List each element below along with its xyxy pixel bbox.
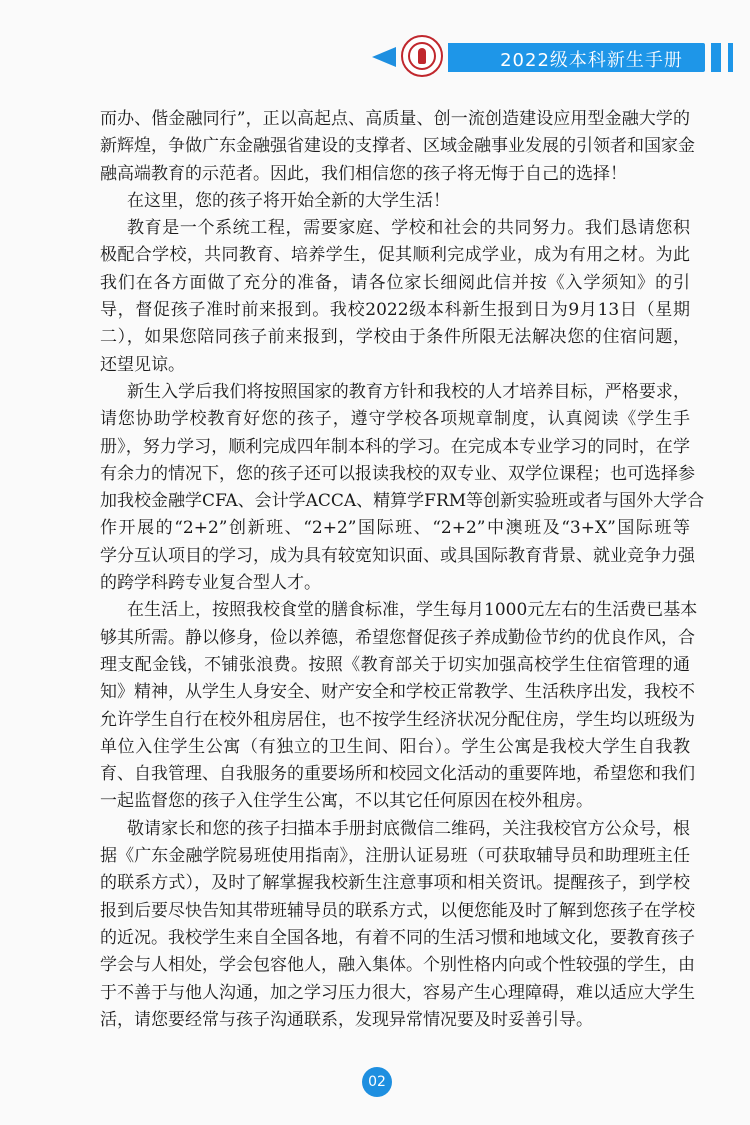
text-line: 允许学生自行在校外租房居住，也不按学生经济状况分配住房，学生均以班级为 bbox=[100, 709, 695, 730]
text-line: 在这里，您的孩子将开始全新的大学生活！ bbox=[127, 190, 450, 211]
paragraph bbox=[100, 816, 695, 1034]
text-line: 在生活上，按照我校食堂的膳食标准，学生每月1000元左右的生活费已基本 bbox=[127, 600, 698, 621]
text-line: 学分互认项目的学习，成为具有较宽知识面、或具国际教育背景、就业竞争力强 bbox=[100, 545, 695, 566]
text-line: 导，督促孩子准时前来报到。我校2022级本科新生报到日为9月13日（星期 bbox=[100, 300, 690, 321]
text-line: 学会与人相处，学会包容他人，融入集体。个别性格内向或个性较强的学生，由 bbox=[100, 955, 695, 976]
paragraph bbox=[100, 106, 695, 188]
text-line: 敬请家长和您的孩子扫描本手册封底微信二维码，关注我校官方公众号，根 bbox=[127, 818, 690, 839]
text-line: 一起监督您的孩子入住学生公寓，不以其它任何原因在校外租房。 bbox=[100, 791, 593, 812]
text-line: 新辉煌，争做广东金融强省建设的支撑者、区域金融事业发展的引领者和国家金 bbox=[100, 136, 695, 157]
text-line: 的跨学科跨专业复合型人才。 bbox=[100, 573, 321, 594]
handbook-title: 2022级本科新生手册 bbox=[500, 50, 683, 71]
text-line: 我们在各方面做了充分的准备，请各位家长细阅此信并按《入学须知》的引 bbox=[100, 272, 690, 293]
text-line: 据《广东金融学院易班使用指南》，注册认证易班（可获取辅导员和助理班主任 bbox=[100, 846, 690, 867]
text-line: 育、自我管理、自我服务的重要场所和校园文化活动的重要阵地，希望您和我们 bbox=[100, 764, 695, 785]
text-line: 极配合学校，共同教育、培养学生，促其顺利完成学业，成为有用之材。为此 bbox=[100, 245, 690, 266]
text-line: 请您协助学校教育好您的孩子，遵守学校各项规章制度，认真阅读《学生手 bbox=[100, 409, 690, 430]
text-line: 还望见谅。 bbox=[100, 354, 185, 375]
text-line: 于不善于与他人沟通，加之学习压力很大，容易产生心理障碍，难以适应大学生 bbox=[100, 982, 695, 1003]
paragraph bbox=[100, 597, 698, 815]
university-logo bbox=[401, 35, 443, 77]
paragraph bbox=[100, 215, 690, 379]
text-line: 知》精神，从学生人身安全、财产安全和学校正常教学、生活秩序出发，我校不 bbox=[100, 682, 695, 703]
text-line: 够其所需。静以修身，俭以养德，希望您督促孩子养成勤俭节约的优良作风，合 bbox=[100, 627, 695, 648]
text-line: 而办、偕金融同行”，正以高起点、高质量、创一流创造建设应用型金融大学的 bbox=[100, 109, 690, 129]
back-arrow-icon bbox=[372, 47, 396, 67]
text-line: 册》，努力学习，顺利完成四年制本科的学习。在完成本专业学习的同时，在学 bbox=[100, 436, 690, 457]
header-decor-bar bbox=[728, 43, 733, 72]
text-line: 新生入学后我们将按照国家的教育方针和我校的人才培养目标，严格要求， bbox=[127, 381, 690, 402]
letter-body bbox=[100, 106, 705, 1034]
text-line: 的近况。我校学生来自全国各地，有着不同的生活习惯和地域文化，要教育孩子 bbox=[100, 927, 695, 948]
page-number: 02 bbox=[362, 1067, 392, 1097]
paragraph bbox=[100, 188, 690, 215]
text-line: 理支配金钱，不铺张浪费。按照《教育部关于切实加强高校学生住宿管理的通 bbox=[100, 654, 690, 675]
paragraph bbox=[100, 379, 705, 597]
text-line: 的联系方式），及时了解掌握我校新生注意事项和相关资讯。提醒孩子，到学校 bbox=[100, 873, 690, 894]
text-line: 作开展的“2+2”创新班、“2+2”国际班、“2+2”中澳班及“3+X”国际班等 bbox=[100, 518, 690, 539]
text-line: 有余力的情况下，您的孩子还可以报读我校的双专业、双学位课程；也可选择参 bbox=[100, 463, 695, 484]
text-line: 报到后要尽快告知其带班辅导员的联系方式，以便您能及时了解到您孩子在学校 bbox=[100, 900, 695, 921]
header-banner bbox=[448, 43, 705, 72]
text-line: 单位入住学生公寓（有独立的卫生间、阳台）。学生公寓是我校大学生自我教 bbox=[100, 736, 690, 757]
text-line: 二），如果您陪同孩子前来报到，学校由于条件所限无法解决您的住宿问题， bbox=[100, 327, 690, 348]
text-line: 加我校金融学CFA、会计学ACCA、精算学FRM等创新实验班或者与国外大学合 bbox=[100, 491, 705, 512]
text-line: 活，请您要经常与孩子沟通联系，发现异常情况要及时妥善引导。 bbox=[100, 1009, 593, 1030]
text-line: 教育是一个系统工程，需要家庭、学校和社会的共同努力。我们恳请您积 bbox=[127, 218, 690, 239]
header-decor-bar bbox=[711, 43, 721, 72]
text-line: 融高端教育的示范者。因此，我们相信您的孩子将无悔于自己的选择！ bbox=[100, 163, 627, 184]
